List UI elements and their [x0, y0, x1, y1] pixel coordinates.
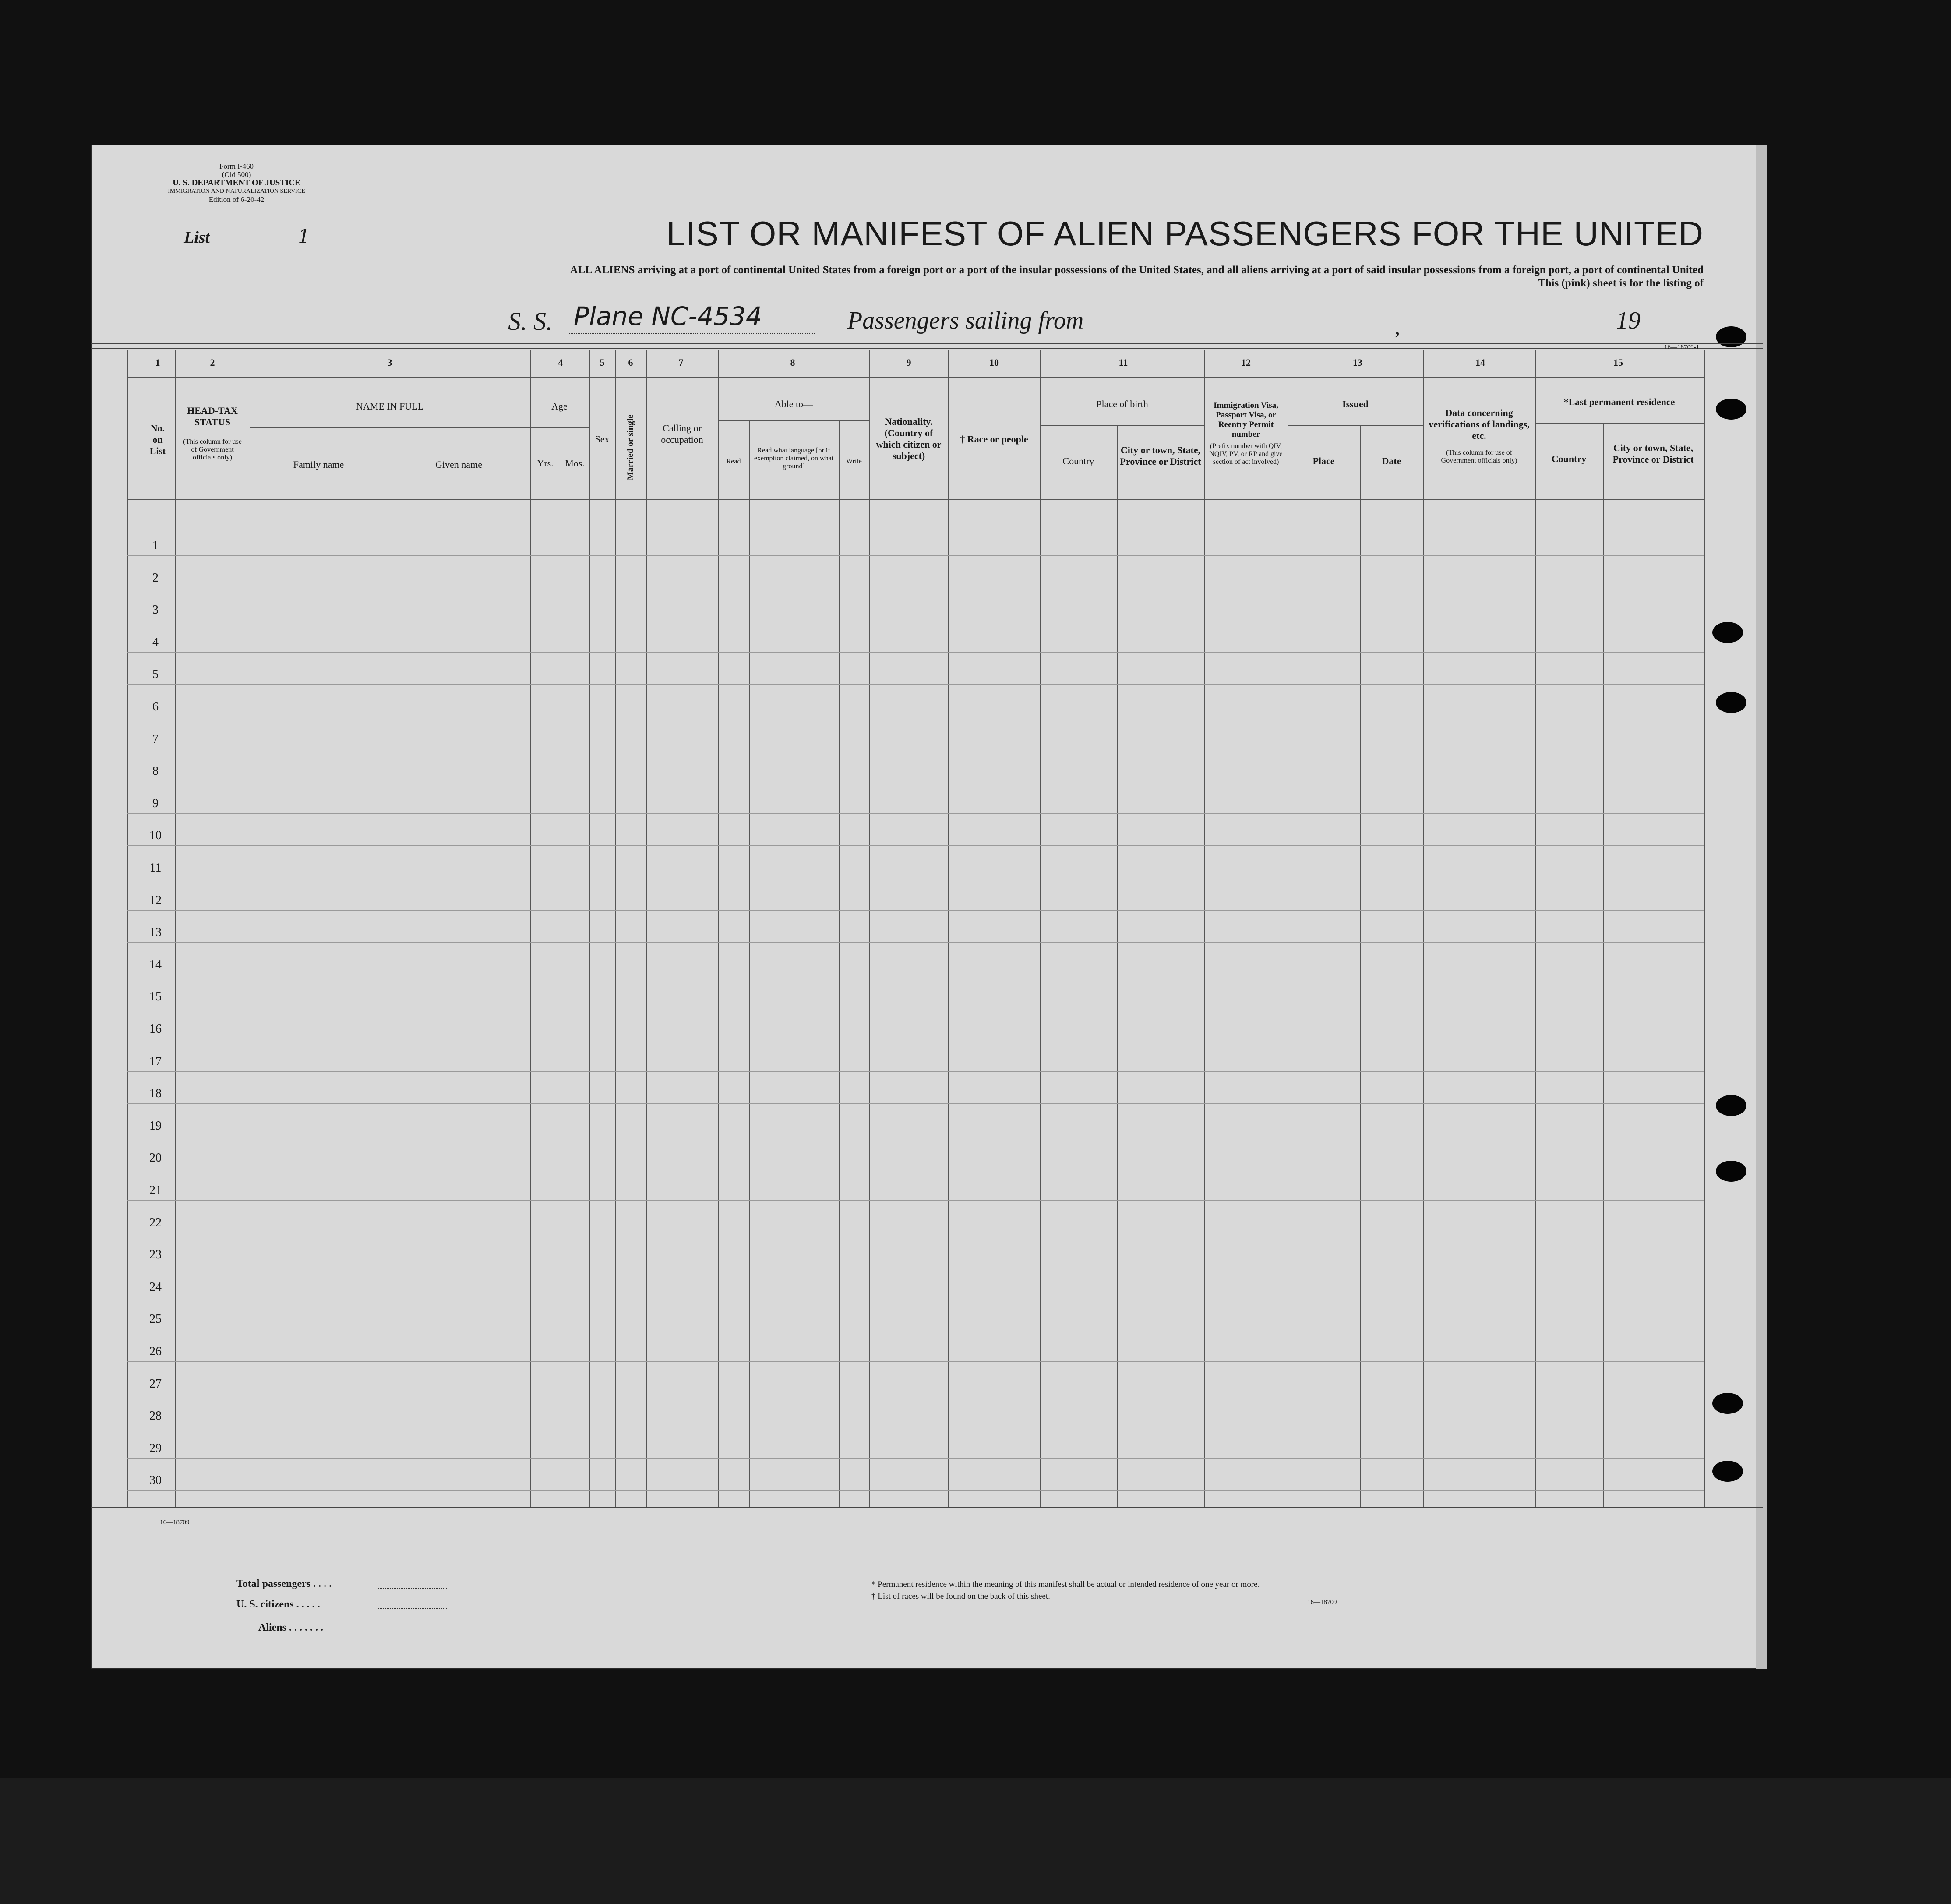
header-visa: Immigration Visa, Passport Visa, or Reentry Permit number [1214, 401, 1278, 439]
row-number: 15 [149, 990, 162, 1004]
header-race: † Race or people [960, 434, 1028, 445]
column-divider [869, 350, 870, 1507]
punch-hole [1712, 622, 1743, 643]
table-row [127, 652, 1704, 653]
column-divider [615, 350, 616, 1507]
header-yrs: Yrs. [537, 458, 554, 469]
header-family-name: Family name [293, 459, 344, 470]
row-number: 10 [149, 829, 162, 843]
row-number: 4 [152, 635, 159, 649]
punch-hole [1712, 1393, 1743, 1414]
column-number-rule [127, 377, 1704, 378]
table-bottom-rule [91, 1507, 1763, 1508]
row-number: 14 [149, 957, 162, 971]
header-rule [91, 348, 1763, 349]
background-shadow [0, 1778, 1951, 1904]
punch-hole [1716, 1161, 1746, 1182]
table-row [127, 555, 1704, 556]
row-number: 16 [149, 1022, 162, 1036]
column-divider [1204, 350, 1205, 1507]
header-bottom-rule [127, 499, 1704, 500]
header-age: Age [551, 401, 568, 412]
vessel-field-line [569, 333, 815, 334]
punch-hole [1716, 399, 1746, 420]
header-able-to: Able to— [774, 399, 813, 410]
header-nationality: Nationality. (Country of which citizen or subject) [876, 416, 942, 461]
sheet-edge [1756, 145, 1767, 1669]
punch-hole [1712, 1461, 1743, 1482]
table-row [127, 1200, 1704, 1201]
race-footnote: † List of races will be found on the back of this sheet. [871, 1592, 1050, 1601]
column-number: 13 [1353, 357, 1362, 368]
row-number: 17 [149, 1054, 162, 1068]
column-number: 8 [790, 357, 795, 368]
header-visa-note: (Prefix number with QIV, NQIV, PV, or RP and give section of act involved) [1209, 442, 1283, 466]
header-head-tax: HEAD-TAX STATUS [187, 405, 238, 427]
aliens-label: Aliens . . . . . . . [258, 1622, 324, 1633]
header-landings-note: (This column for use of Government officials only) [1441, 449, 1517, 464]
row-number: 2 [152, 571, 159, 585]
table-row [127, 684, 1704, 685]
total-passengers-line [377, 1588, 447, 1589]
us-citizens-label: U. S. citizens . . . . . [236, 1599, 320, 1610]
table-row [127, 942, 1704, 943]
column-divider [589, 350, 590, 1507]
row-number: 21 [149, 1183, 162, 1197]
table-row [127, 1071, 1704, 1072]
issued-subheader-rule [1288, 425, 1423, 426]
row-number: 29 [149, 1441, 162, 1455]
header-name-in-full: NAME IN FULL [356, 401, 423, 412]
row-number: 11 [149, 861, 162, 875]
header-sex: Sex [595, 434, 610, 445]
row-number: 26 [149, 1345, 162, 1358]
column-divider [1603, 423, 1604, 1507]
column-divider [749, 420, 750, 1507]
table-row [127, 910, 1704, 911]
row-number: 8 [152, 764, 159, 778]
header-read-language: Read what language [or if exemption claimed, on what ground] [754, 447, 834, 470]
row-number: 22 [149, 1215, 162, 1229]
row-number: 23 [149, 1248, 162, 1262]
subtitle-line-1: ALL ALIENS arriving at a port of continental United States from a foreign port or a port of the insular possessions of the United States, and all aliens arriving at a port of said insular possessions from a foreign port, a port of continental United [570, 264, 1704, 276]
column-divider [718, 350, 719, 1507]
header-write: Write [846, 458, 862, 465]
row-number: 18 [149, 1087, 162, 1101]
department-name: U. S. DEPARTMENT OF JUSTICE [173, 178, 300, 187]
row-number: 27 [149, 1377, 162, 1391]
header-mos: Mos. [565, 458, 585, 469]
row-number: 13 [149, 926, 162, 940]
row-number: 7 [152, 732, 159, 746]
table-row [127, 1458, 1704, 1459]
column-number: 2 [210, 357, 215, 368]
list-number-value: 1 [298, 226, 310, 248]
header-read: Read [726, 458, 741, 465]
punch-hole [1716, 692, 1746, 713]
vessel-label: S. S. [508, 307, 553, 336]
header-issued: Issued [1342, 399, 1369, 410]
column-number: 9 [906, 357, 911, 368]
header-married-single: Married or single [625, 414, 635, 480]
manifest-table [127, 350, 1705, 1507]
row-number: 3 [152, 603, 159, 617]
header-res-country: Country [1551, 453, 1587, 464]
column-number: 1 [155, 357, 160, 368]
year-label: 19 [1616, 307, 1641, 334]
row-number: 28 [149, 1409, 162, 1423]
form-code-top: 16—18709-1 [1664, 344, 1699, 351]
header-place-of-birth: Place of birth [1096, 399, 1148, 410]
column-number: 6 [628, 357, 633, 368]
punch-hole [1716, 1095, 1746, 1116]
row-number: 20 [149, 1151, 162, 1165]
total-passengers-label: Total passengers . . . . [236, 1578, 332, 1590]
row-number: 30 [149, 1473, 162, 1487]
header-birth-country: Country [1062, 456, 1094, 466]
header-no-on-list: No. on List [149, 423, 166, 456]
row-number: 12 [149, 893, 162, 907]
column-divider [839, 420, 840, 1507]
column-number: 12 [1241, 357, 1251, 368]
header-issued-date: Date [1382, 456, 1401, 466]
able-subheader-rule [718, 420, 869, 421]
column-number: 15 [1613, 357, 1623, 368]
column-divider [1117, 425, 1118, 1507]
vessel-name-value: Plane NC-4534 [574, 301, 762, 331]
form-old-number: (Old 500) [222, 170, 251, 179]
residence-subheader-rule [1535, 423, 1704, 424]
column-number: 5 [600, 357, 605, 368]
header-head-tax-note: (This column for use of Government officials only) [183, 438, 242, 461]
table-row [127, 845, 1704, 846]
header-landings: Data concerning verifications of landings, etc. [1429, 407, 1530, 441]
punch-hole [1716, 326, 1746, 347]
form-number: Form I-460 [219, 162, 254, 170]
birth-subheader-rule [1040, 425, 1204, 426]
row-number: 19 [149, 1119, 162, 1133]
form-identifier [145, 162, 328, 204]
comma: , [1395, 316, 1400, 339]
service-name: IMMIGRATION AND NATURALIZATION SERVICE [168, 188, 305, 194]
row-number: 1 [152, 539, 159, 552]
column-divider [175, 350, 176, 1507]
footer-form-code: 16—18709 [1307, 1599, 1337, 1606]
us-citizens-line [377, 1608, 447, 1609]
column-divider [948, 350, 949, 1507]
page-title: LIST OR MANIFEST OF ALIEN PASSENGERS FOR THE UNITED [666, 214, 1704, 253]
table-row [127, 1361, 1704, 1362]
column-number: 7 [678, 357, 684, 368]
row-number: 24 [149, 1280, 162, 1294]
row-number: 6 [152, 700, 159, 714]
age-subheader-rule [530, 427, 589, 428]
row-number: 9 [152, 796, 159, 810]
column-divider [530, 350, 531, 1507]
header-rule [91, 343, 1763, 344]
column-divider [1535, 350, 1536, 1507]
column-number: 3 [387, 357, 392, 368]
table-row [127, 1490, 1704, 1491]
column-number: 14 [1475, 357, 1485, 368]
list-label: List [184, 228, 210, 247]
subtitle-line-2: This (pink) sheet is for the listing of [1538, 277, 1704, 289]
column-number: 10 [989, 357, 999, 368]
column-number: 4 [558, 357, 563, 368]
header-calling: Calling or occupation [661, 423, 703, 445]
table-row [127, 813, 1704, 814]
name-subheader-rule [250, 427, 530, 428]
page-subtitle [420, 264, 1704, 290]
residence-footnote: * Permanent residence within the meaning of this manifest shall be actual or intended residence of one year or more. [871, 1580, 1260, 1589]
header-last-residence: *Last permanent residence [1563, 396, 1675, 407]
column-divider [1040, 350, 1041, 1507]
column-divider [1360, 425, 1361, 1507]
header-res-city: City or town, State, Province or District [1612, 442, 1694, 465]
header-given-name: Given name [435, 459, 482, 470]
header-birth-city: City or town, State, Province or District [1120, 445, 1201, 467]
form-code-bottom: 16—18709 [160, 1519, 190, 1526]
header-issued-place: Place [1312, 456, 1335, 466]
column-divider [1423, 350, 1424, 1507]
row-number: 5 [152, 668, 159, 682]
row-number: 25 [149, 1312, 162, 1326]
sailing-from-label: Passengers sailing from [847, 307, 1084, 334]
form-edition: Edition of 6-20-42 [208, 195, 265, 204]
table-row [127, 1103, 1704, 1104]
column-number: 11 [1118, 357, 1128, 368]
column-divider [646, 350, 647, 1507]
